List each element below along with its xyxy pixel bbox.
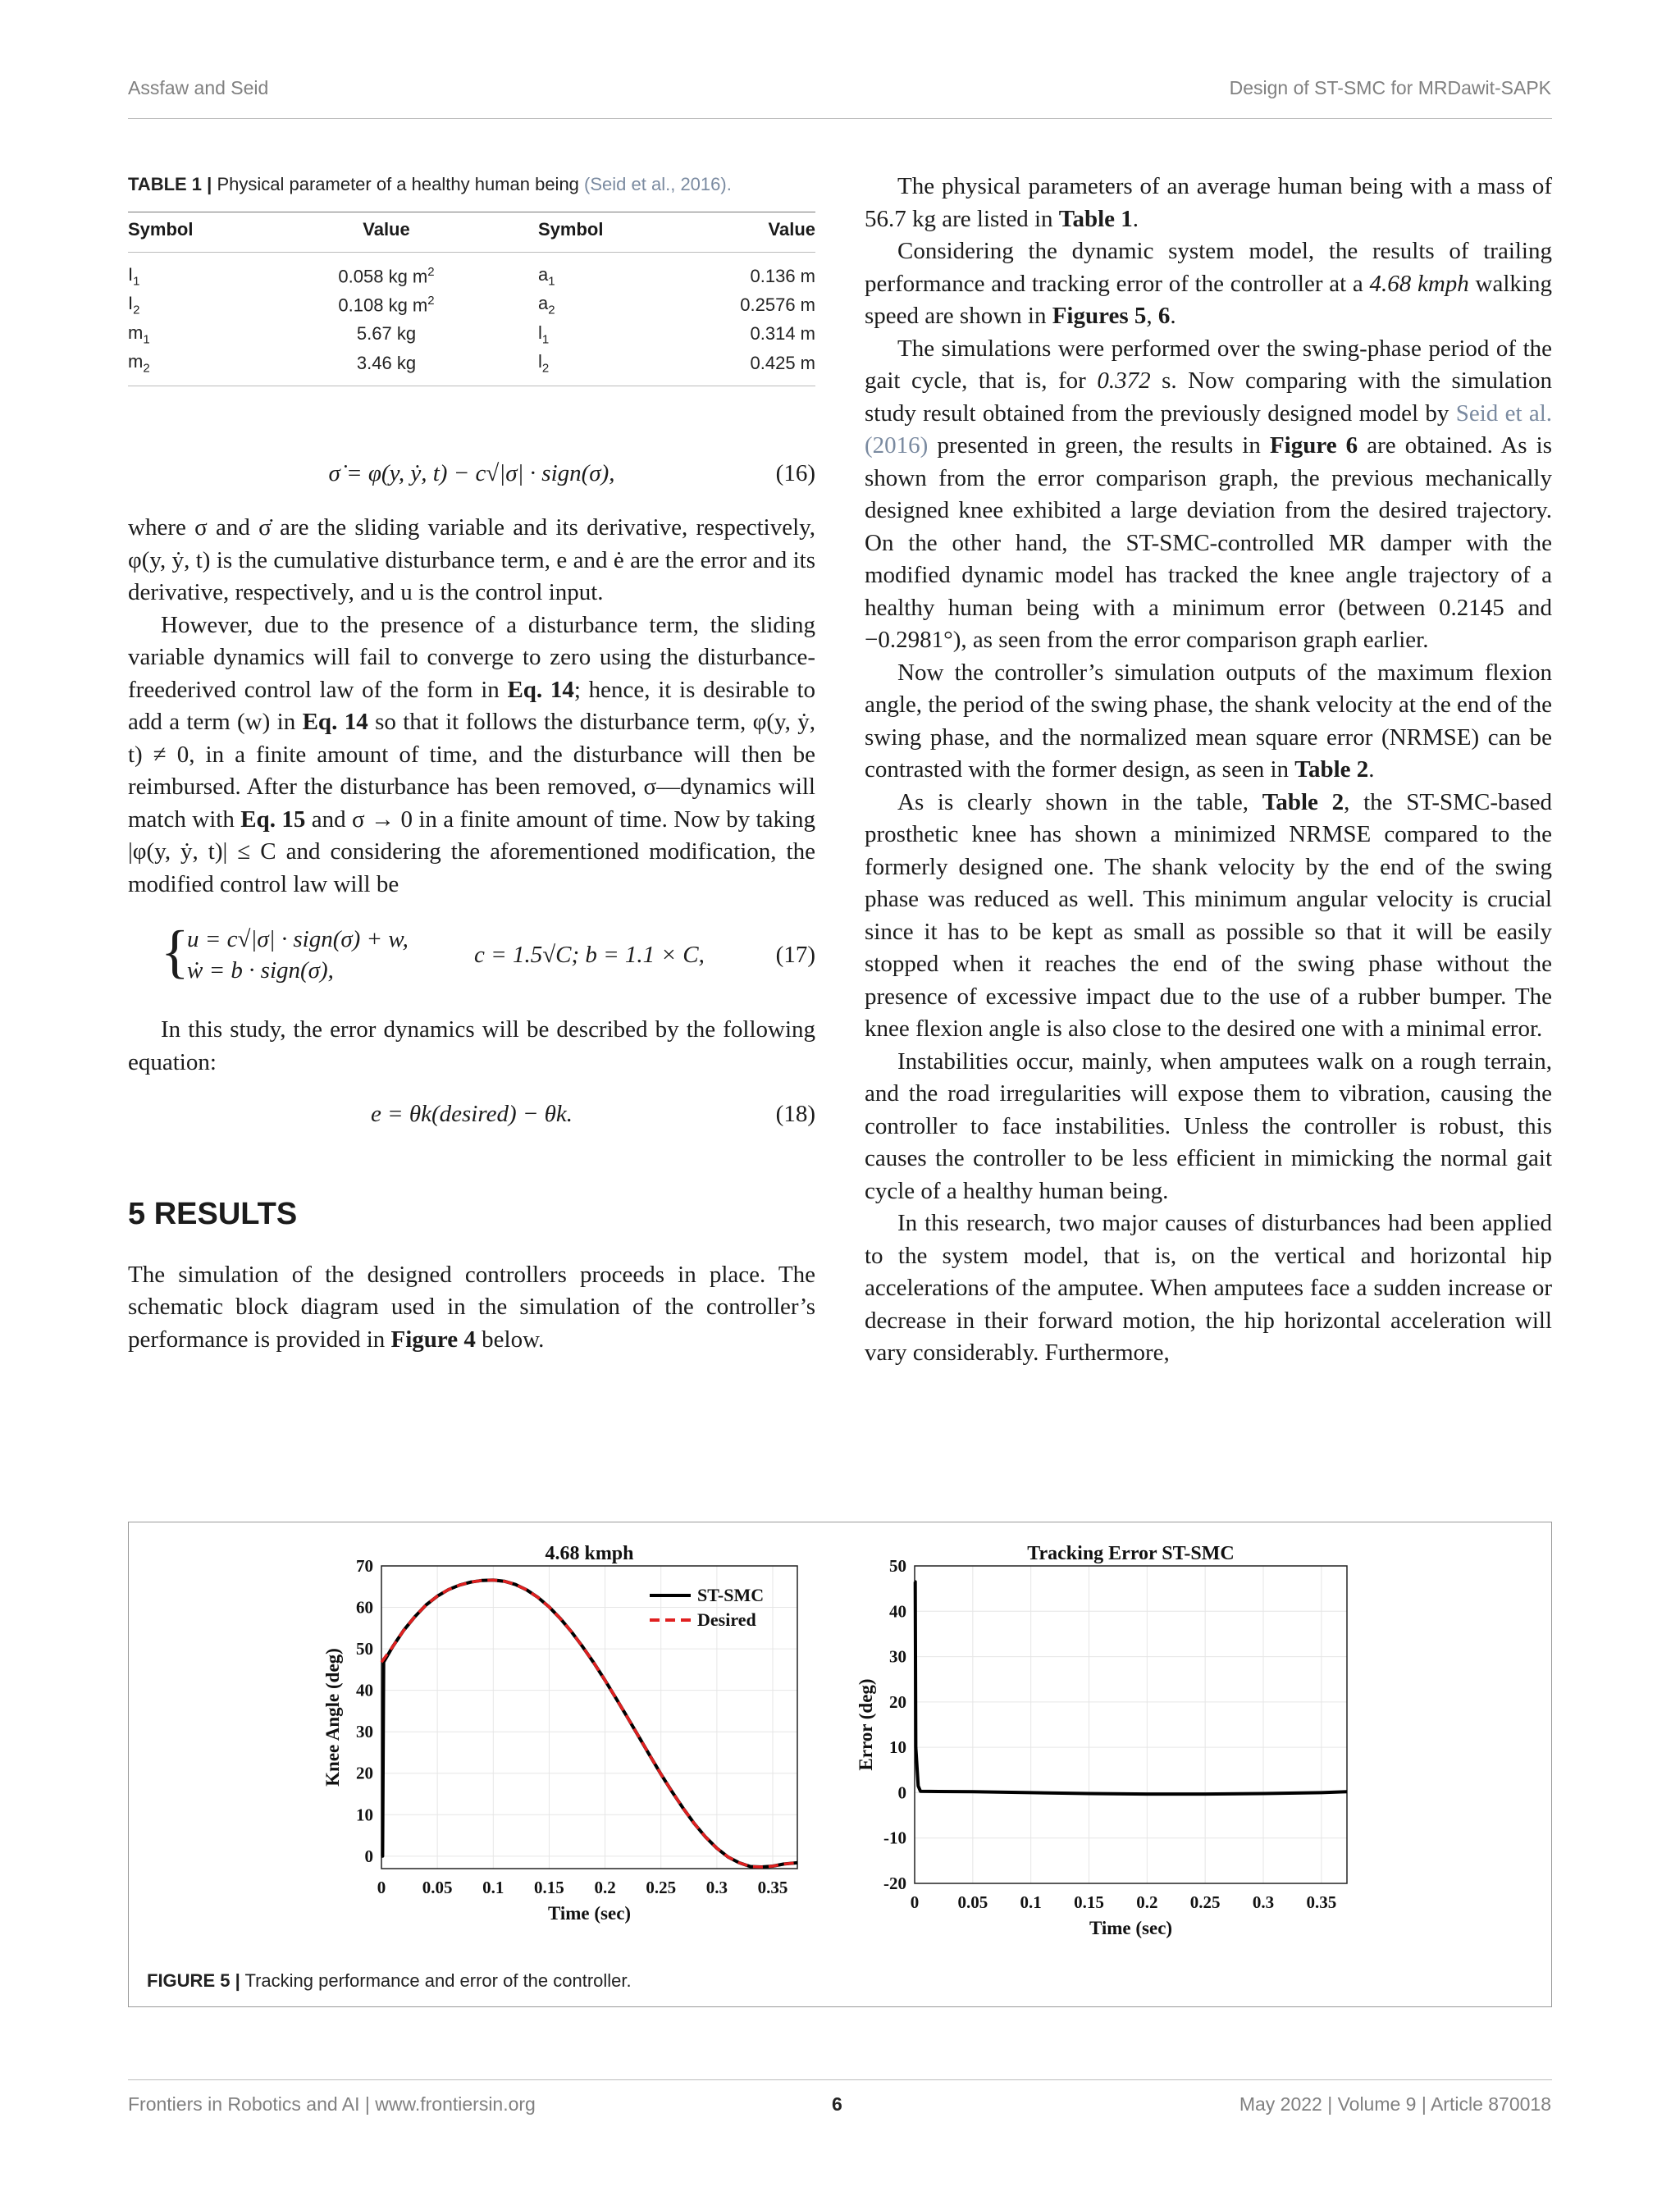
- footer-journal[interactable]: Frontiers in Robotics and AI | www.frontiersin.org: [128, 2093, 536, 2115]
- equation-16-body: σ̇ = φ(y, ẏ, t) − c√|σ| · sign(σ),: [328, 460, 615, 486]
- equation-16-number: (16): [775, 460, 815, 486]
- x-tick-label: 0.1: [482, 1878, 504, 1897]
- x-tick-label: 0.2: [594, 1878, 616, 1897]
- figure-5: [128, 1522, 1552, 2007]
- table-cell: 0.314 m: [750, 323, 815, 345]
- y-tick-label: 10: [356, 1805, 373, 1825]
- x-tick-label: 0: [377, 1878, 386, 1897]
- page-number: 6: [832, 2093, 842, 2115]
- table-caption-text: Physical parameter of a healthy human being: [217, 174, 579, 194]
- table-cell: 0.136 m: [750, 265, 815, 286]
- x-tick-label: 0.25: [1189, 1892, 1221, 1912]
- x-tick-label: 0.25: [646, 1878, 677, 1897]
- equation-17: [128, 919, 815, 989]
- table-ref[interactable]: Table 2: [1262, 788, 1344, 815]
- x-axis-label: Time (sec): [1089, 1918, 1173, 1938]
- paragraph: In this study, the error dynamics will be described by the following equation:: [128, 1016, 815, 1075]
- table-cell: 5.67 kg: [356, 323, 417, 345]
- table-cell: 0.108 kg $m^2$: [338, 294, 435, 316]
- table-cell: $a_2$: [538, 293, 555, 317]
- figure-caption: [147, 1970, 632, 1992]
- left-text-column: [128, 458, 815, 1356]
- table-cell: $m_1$: [128, 322, 150, 347]
- y-tick-label: 20: [356, 1763, 373, 1783]
- equation-17-line1: u = c√|σ| · sign(σ) + w,: [187, 926, 409, 952]
- table-row: [128, 290, 815, 319]
- equation-18-body: e = θk(desired) − θk.: [370, 1101, 573, 1127]
- y-tick-label: 0: [364, 1846, 373, 1866]
- paragraph: The simulation of the designed controllers proceeds in place. The schematic block diagram used in the simulation of the controller’s performance is provided in Figure 4 below.: [128, 1261, 815, 1353]
- paragraph: However, due to the presence of a disturbance term, the sliding variable dynamics will fail to converge to zero using the disturbance-freederived control law of the form in Eq. 14; hence, it is desirable to add a term (w) in Eq. 14 so that it follows the disturbance term, φ(y, ẏ, t) ≠ 0, in a finite amount of time, and the disturbance will then be reimbursed. After the disturbance has been removed, σ—dynamics will match with Eq. 15 and σ → 0 in a finite amount of time. Now by taking |φ(y, ẏ, t)| ≤ C and considering the aforementioned modification, the modified control law will be: [128, 611, 816, 897]
- table-ref[interactable]: Table 1: [1058, 205, 1133, 232]
- table-cell: $l_1$: [538, 322, 550, 347]
- table-cell: $l_2$: [505, 349, 735, 386]
- y-tick-label: 30: [889, 1646, 906, 1667]
- x-tick-label: 0.05: [422, 1878, 453, 1897]
- y-tick-label: -10: [883, 1828, 906, 1848]
- y-tick-label: 70: [356, 1556, 373, 1576]
- x-tick-label: 0: [910, 1892, 920, 1912]
- chart-title: 4.68 kmph: [545, 1543, 634, 1564]
- table-caption: [128, 174, 815, 195]
- equation-16: [128, 458, 815, 491]
- table-cell: 0.2576 m: [740, 294, 815, 316]
- table-1: [128, 174, 815, 386]
- x-tick-label: 0.15: [1074, 1892, 1104, 1912]
- y-axis-label: Knee Angle (deg): [322, 1648, 343, 1787]
- figure-5-charts: [129, 1522, 1551, 1965]
- x-tick-label: 0.35: [1306, 1892, 1337, 1912]
- right-text-column: [865, 171, 1552, 1370]
- equation-17-brace: {: [161, 919, 189, 984]
- equation-18-number: (18): [775, 1101, 815, 1127]
- footer-rule: [128, 2079, 1552, 2080]
- parameter-table: [128, 212, 815, 386]
- x-tick-label: 0.2: [1136, 1892, 1158, 1912]
- equation-17-number: (17): [775, 942, 815, 968]
- x-tick-label: 0.15: [534, 1878, 564, 1897]
- y-tick-label: 50: [356, 1639, 373, 1659]
- running-header-authors: Assfaw and Seid: [128, 77, 269, 98]
- x-axis-label: Time (sec): [547, 1903, 632, 1924]
- figure-caption-text: Tracking performance and error of the controller.: [244, 1970, 632, 1991]
- eq-ref[interactable]: Eq. 14: [302, 709, 368, 735]
- paragraph: Instabilities occur, mainly, when amputees walk on a rough terrain, and the road irregularities will expose them to vibration, causing the controller to face instabilities. Unless the controller is robust, this causes the controller to be less efficient in mimicking the normal gait cycle of a healthy human being.: [865, 1048, 1552, 1204]
- table-cell: 3.46 kg: [267, 349, 505, 386]
- x-tick-label: 0.35: [757, 1878, 788, 1897]
- table-row: [128, 349, 815, 386]
- legend-label: Desired: [697, 1609, 756, 1630]
- table-cell: $a_1$: [538, 264, 555, 289]
- y-tick-label: 10: [889, 1737, 906, 1758]
- col-header: Symbol: [505, 212, 735, 253]
- x-tick-label: 0.3: [1252, 1892, 1275, 1912]
- table-row: [128, 253, 815, 291]
- header-rule: [128, 118, 1552, 119]
- paragraph: In this research, two major causes of disturbances had been applied to the system model, that is, on the vertical and horizontal hip accelerations of the amputee. When amputees face a sudden increase or decrease in their forward motion, the hip horizontal acceleration will vary considerably. Furthermore,: [865, 1210, 1552, 1366]
- paragraph: where σ and σ̇ are the sliding variable and its derivative, respectively, φ(y, ẏ, t) is the cumulative disturbance term, e and ė are the error and its derivative, respectively, and u is the control input.: [128, 514, 815, 605]
- y-axis-label: Error (deg): [856, 1678, 876, 1771]
- figure-ref[interactable]: Figures 5: [1052, 303, 1147, 329]
- paragraph: The simulations were performed over the swing-phase period of the gait cycle, that is, for 0.372 s. Now comparing with the simulation study result obtained from the previously designed model by Seid et al. (2016) presented in green, the results in Figure 6 are obtained. As is shown from the error comparison graph, the previous mechanically designed knee exhibited a large deviation from the desired trajectory. On the other hand, the ST-SMC-controlled MR damper with the modified dynamic model has tracked the knee angle trajectory of a healthy human being with a minimum error (between 0.2145 and −0.2981°), as seen from the error comparison graph earlier.: [865, 335, 1552, 653]
- running-header-title: Design of ST-SMC for MRDawit-SAPK: [1229, 77, 1551, 98]
- figure-label: FIGURE 5 |: [147, 1970, 240, 1991]
- chart-title: Tracking Error ST-SMC: [1027, 1543, 1235, 1564]
- figure-ref[interactable]: 6: [1157, 303, 1171, 329]
- table-cell: $I_1$: [128, 264, 140, 289]
- paragraph: Considering the dynamic system model, the results of trailing performance and tracking error of the controller at a 4.68 kmph walking speed are shown in Figures 5, 6.: [865, 238, 1552, 329]
- table-ref[interactable]: Table 2: [1294, 756, 1369, 783]
- eq-ref[interactable]: Eq. 14: [507, 676, 574, 703]
- paragraph: The physical parameters of an average human being with a mass of 56.7 kg are listed in Table 1.: [865, 173, 1552, 232]
- table-citation-link[interactable]: (Seid et al., 2016).: [584, 174, 732, 194]
- table-cell: 0.425 m: [735, 349, 815, 386]
- paragraph: Now the controller’s simulation outputs of the maximum flexion angle, the period of the swing phase, the shank velocity at the end of the swing phase, and the normalized mean square error (NRMSE) can be contrasted with the former design, as seen in Table 2.: [865, 659, 1552, 783]
- y-tick-label: 60: [356, 1597, 373, 1618]
- section-heading: 5 RESULTS: [128, 1197, 298, 1231]
- col-header: Value: [735, 212, 815, 253]
- y-tick-label: 20: [889, 1691, 906, 1712]
- legend-label: ST-SMC: [697, 1585, 765, 1605]
- table-label: TABLE 1 |: [128, 174, 212, 194]
- y-tick-label: 50: [889, 1556, 906, 1576]
- x-tick-label: 0.05: [957, 1892, 988, 1912]
- col-header: Symbol: [128, 212, 267, 253]
- equation-17-condition: c = 1.5√C; b = 1.1 × C,: [474, 942, 705, 968]
- y-tick-label: 30: [356, 1722, 373, 1742]
- table-cell: 0.058 kg $m^2$: [338, 265, 435, 287]
- x-tick-label: 0.3: [705, 1878, 728, 1897]
- y-tick-label: 0: [897, 1782, 906, 1803]
- table-row: [128, 320, 815, 349]
- table-cell: $m_2$: [128, 349, 267, 386]
- footer-issue: May 2022 | Volume 9 | Article 870018: [1239, 2093, 1551, 2115]
- y-tick-label: 40: [889, 1601, 906, 1622]
- citation-link[interactable]: Seid et al. (2016): [865, 399, 1552, 459]
- plot-area: [915, 1566, 1347, 1883]
- eq-ref[interactable]: Eq. 15: [240, 806, 306, 833]
- figure-ref[interactable]: Figure 6: [1269, 432, 1358, 459]
- table-cell: $I_2$: [128, 293, 140, 317]
- figure-ref[interactable]: Figure 4: [390, 1326, 476, 1353]
- equation-18: [128, 1098, 815, 1131]
- y-tick-label: 40: [356, 1680, 373, 1700]
- paragraph: As is clearly shown in the table, Table 2, the ST-SMC-based prosthetic knee has shown a minimized NRMSE compared to the formerly designed one. The shank velocity by the end of the swing phase was reduced as well. This minimum angular velocity is crucial since it has to be kept as small as possible so that it will be easily stopped when it reaches the end of the swing phase without the presence of excessive impact due to the use of a rubber bumper. The knee flexion angle is also close to the desired one with a minimal error.: [865, 788, 1553, 1042]
- col-header: Value: [267, 212, 505, 253]
- equation-17-line2: ẇ = b · sign(σ),: [187, 957, 334, 984]
- x-tick-label: 0.1: [1020, 1892, 1042, 1912]
- y-tick-label: -20: [883, 1874, 906, 1893]
